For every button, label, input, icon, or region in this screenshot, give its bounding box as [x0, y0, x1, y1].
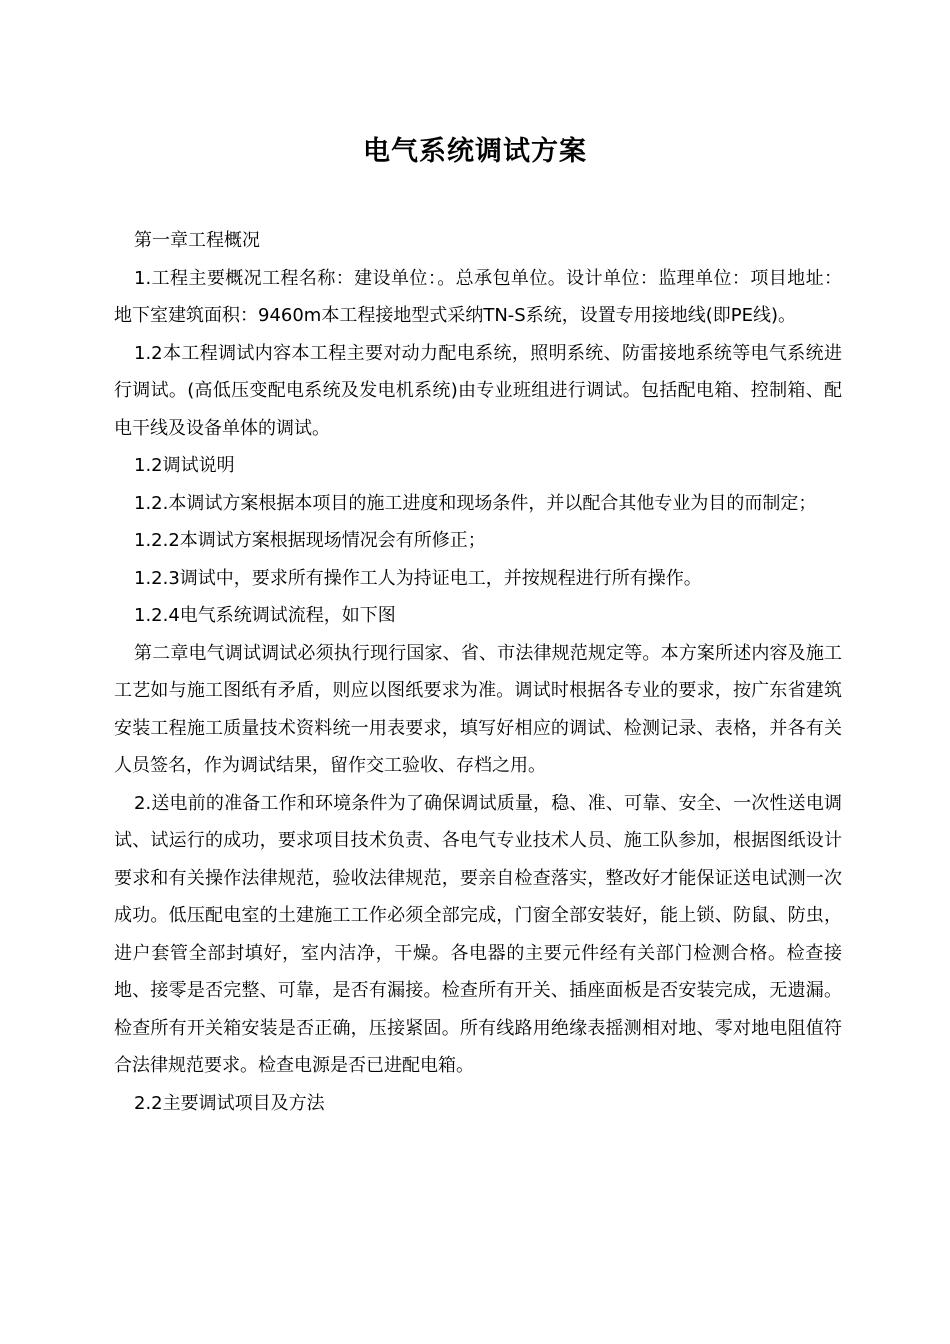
section-main-debug-items-heading: 2.2主要调试项目及方法: [134, 1092, 325, 1114]
paragraph-note-2: 1.2.2本调试方案根据现场情况会有所修正；: [134, 530, 486, 551]
document-title: 电气系统调试方案: [363, 136, 587, 167]
paragraph-note-4: 1.2.4电气系统调试流程，如下图: [134, 605, 396, 626]
chapter-1-heading: 第一章工程概况: [134, 230, 260, 251]
paragraph-preparation: 2.送电前的准备工作和环境条件为了确保调试质量，稳、准、可靠、安全、一次性送电调试、试运行的成功，要求项目技术负责、各电气专业技术人员、施工队参加，根据图纸设计要求和有关操作法律规范，验收法律规范，要亲自检查落实，整改好才能保证送电试测一次成功。低压配电室的土建施工工作必须全部完成，门窗全部安装好，能上锁、防鼠、防虫，进户套管全部封填好，室内洁净，干燥。各电器的主要元件经有关部门检测合格。检查接地、接零是否完整、可靠，是否有漏接。检查所有开关、插座面板是否安装完成，无遗漏。检查所有开关箱安装是否正确，压接紧固。所有线路用绝缘表摇测相对地、零对地电阻值符合法律规范要求。检查电源是否已进配电箱。: [114, 792, 842, 1076]
paragraph-note-1: 1.2.本调试方案根据本项目的施工进度和现场条件，并以配合其他专业为目的而制定；: [134, 492, 817, 514]
chapter-2-paragraph: 第二章电气调试调试必须执行现行国家、省、市法律规范规定等。本方案所述内容及施工工艺如与施工图纸有矛盾，则应以图纸要求为准。调试时根据各专业的要求，按广东省建筑安装工程施工质量技术资料统一用表要求，填写好相应的调试、检测记录、表格，并各有关人员签名，作为调试结果，留作交工验收、存档之用。: [114, 642, 842, 776]
paragraph-debug-scope: 1.2本工程调试内容本工程主要对动力配电系统，照明系统、防雷接地系统等电气系统进行调试。(高低压变配电系统及发电机系统)由专业班组进行调试。包括配电箱、控制箱、配电干线及设备单体的调试。: [114, 342, 842, 439]
paragraph-project-overview: 1.工程主要概况工程名称：建设单位：。总承包单位。设计单位：监理单位：项目地址：地下室建筑面积：9460m本工程接地型式采纳TN-S系统，设置专用接地线(即PE线)。: [114, 267, 842, 326]
section-debug-notes-heading: 1.2调试说明: [134, 455, 235, 476]
paragraph-note-3: 1.2.3调试中，要求所有操作工人为持证电工，并按规程进行所有操作。: [134, 567, 702, 589]
document-body: [114, 222, 842, 1122]
